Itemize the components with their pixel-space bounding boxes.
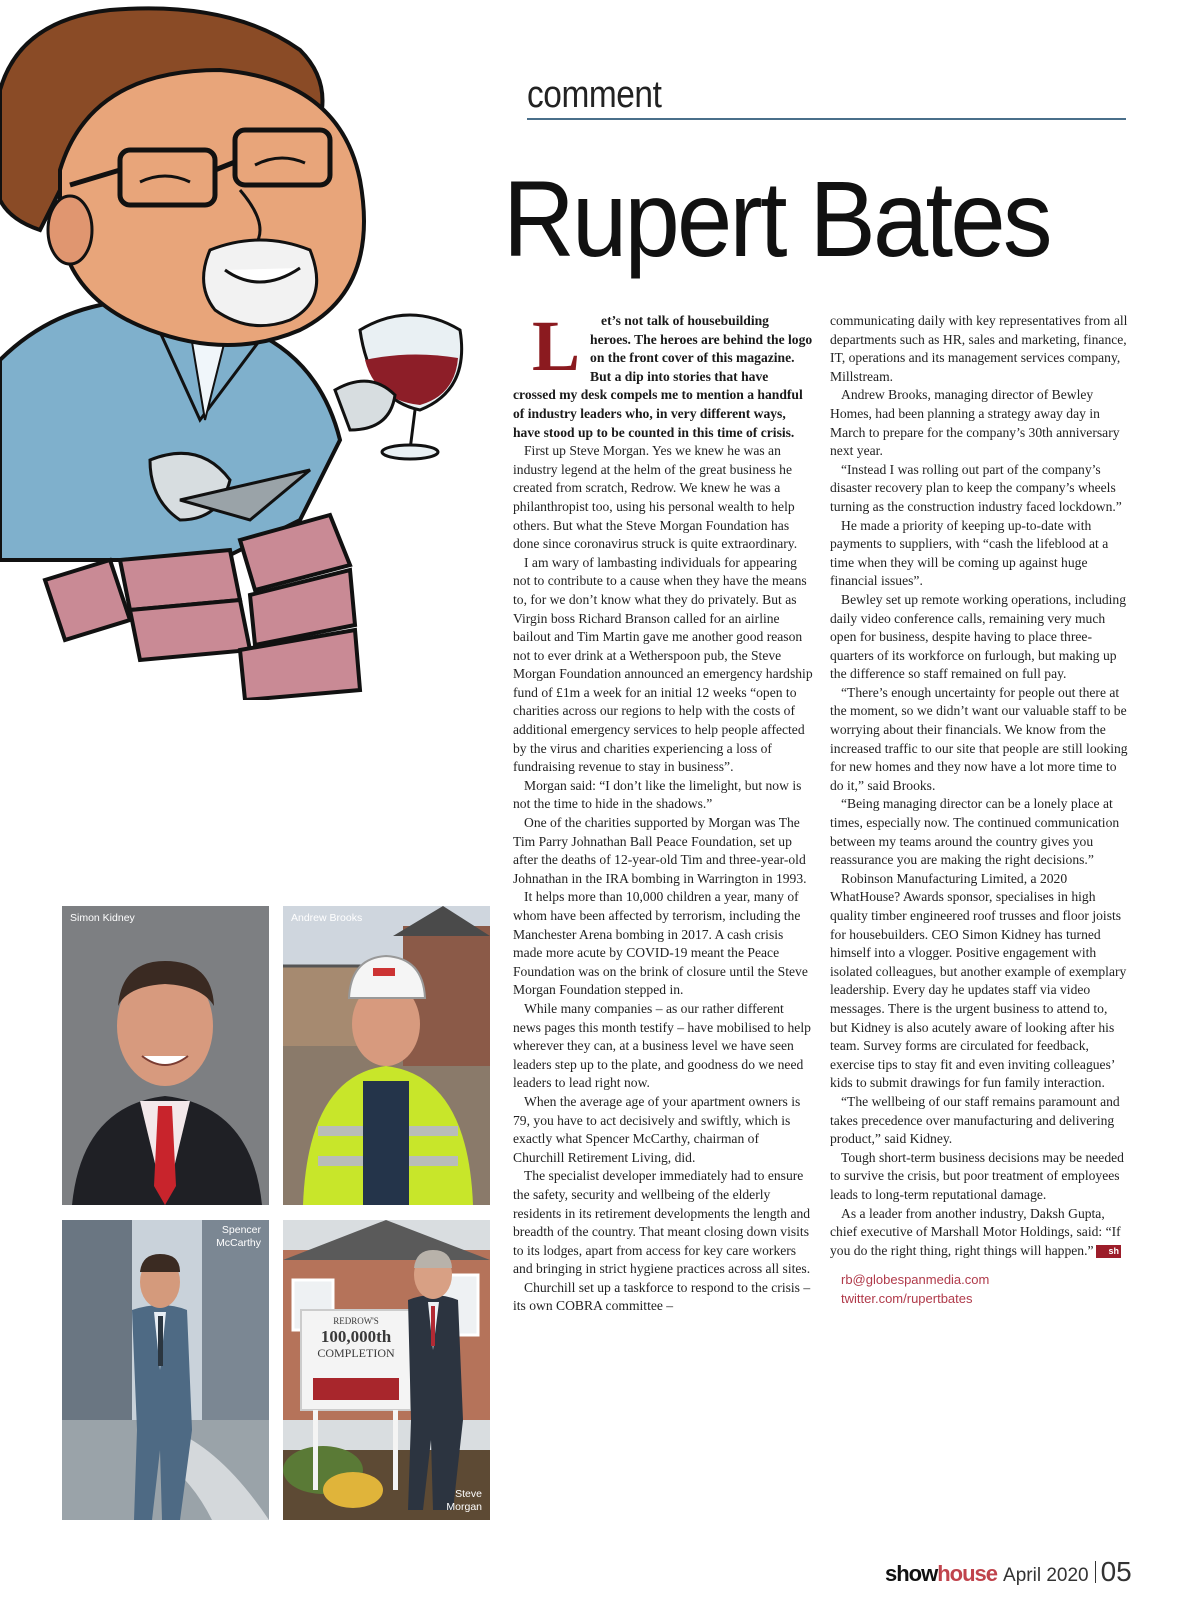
brand-house: house (937, 1561, 998, 1586)
photo-caption: Simon Kidney (70, 912, 135, 924)
paragraph: I am wary of lambasting individuals for appearing not to contribute to a cause when they have the means to, for we don’t know what they do privately. But as Virgin boss Richard Branson called for an airline bailout and Tim Martin gave me another good reason not to ever drink at a Wetherspoon pub, the Steve Morgan Foundation announced an emergency hardship fund of £1m a week for an initial 12 weeks “open to charities across our regions to help with the costs of additional emergency services to help people affected by the virus and charities experiencing a loss of fundraising revenue to stay in business”. (513, 554, 813, 775)
photo-andrew-brooks (283, 906, 490, 1205)
paragraph: “There’s enough uncertainty for people out there at the moment, so we didn’t want our valuable staff to be worrying about their financials. We know from the increased traffic to our site that people are still looking for new homes and they now have a lot more time to do it,” said Brooks. (830, 684, 1128, 793)
photo-simon-kidney (62, 906, 269, 1205)
photo-caption: Spencer McCarthy (216, 1224, 261, 1249)
paragraph: Tough short-term business decisions may be needed to survive the crisis, but poor treatment of employees leads to long-term reputational damage. (830, 1149, 1124, 1202)
paragraph: “The wellbeing of our staff remains paramount and takes precedence over manufacturing and delivering product,” said Kidney. (830, 1093, 1120, 1147)
photo-spencer-mccarthy (62, 1220, 269, 1520)
page-separator (1095, 1561, 1096, 1583)
paragraph: Robinson Manufacturing Limited, a 2020 WhatHouse? Awards sponsor, specialises in high quality timber engineered roof trusses and floor joists for housebuilders. CEO Simon Kidney has turned himself into a vlogger. Positive engagement with isolated colleagues, but another example of exemplary leadership. Every day he updates staff via video messages. There is the urgent business to attend to, but Kidney is also acutely aware of looking after his team. Survey forms are circulated for feedback, exercise tips to stay fit and even inviting colleagues’ kids to submit drawings for fun family interaction. (830, 870, 1127, 1091)
redrow-sign: REDROW'S 100,000th COMPLETION (317, 1316, 395, 1360)
article-column-2 (830, 312, 1128, 1308)
brand-show: show (885, 1561, 938, 1586)
page-number: 05 (1100, 1556, 1132, 1587)
photo-steve-morgan (283, 1220, 490, 1520)
section-label: comment (527, 74, 662, 116)
photo-caption: Steve Morgan (446, 1488, 482, 1513)
paragraph: Morgan said: “I don’t like the limelight, but now is not the time to hide in the shadows.” (513, 777, 802, 812)
author-contacts (830, 1270, 1128, 1308)
paragraph: Andrew Brooks, managing director of Bewley Homes, had been planning a strategy away day in March to prepare for the company’s 30th anniversary next year. (830, 387, 1120, 459)
paragraph: Churchill set up a taskforce to respond to the crisis – its own COBRA committee – (513, 1279, 811, 1314)
article-column-1 (513, 306, 813, 1316)
page-footer (885, 1556, 1132, 1588)
author-email-link[interactable]: rb@globespanmedia.com (841, 1272, 990, 1288)
cartoon-shirt (0, 300, 340, 560)
article-intro (513, 306, 813, 442)
paragraph: It helps more than 10,000 children a year, many of whom have been affected by terrorism, including the Manchester Arena bombing in 2017. A cash crisis made more acute by COVID-19 meant the Peace Foundation was on the brink of closure until the Steve Morgan Foundation stepped in. (513, 889, 808, 998)
paragraph: One of the charities supported by Morgan was The Tim Parry Johnathan Ball Peace Foundation, set up after the deaths of 12-year-old Tim and three-year-old Johnathan in the IRA bombing in Warrington in 1993. (513, 815, 807, 886)
photo-caption: Andrew Brooks (291, 912, 363, 924)
paragraph: “Instead I was rolling out part of the company’s disaster recovery plan to keep the company’s wheels turning as the construction industry faced lockdown.” (830, 461, 1122, 514)
closing-paragraph: As a leader from another industry, Daksh Gupta, chief executive of Marshall Motor Holdings, said: “If you do the right thing, right things will happen.” sh (830, 1205, 1121, 1258)
paragraph: The specialist developer immediately had to ensure the safety, security and wellbeing of the elderly residents in its retirement developments the length and breadth of the country. That meant closing down visits to its lodges, apart from access for key care workers and bringing in strict hygiene practices across all sites. (513, 1168, 811, 1277)
author-twitter-link[interactable]: twitter.com/rupertbates (841, 1291, 973, 1307)
end-mark: sh (1096, 1245, 1122, 1258)
cartoon-illustration (0, 0, 500, 700)
paragraph: While many companies – as our rather different news pages this month testify – have mobilised to help wherever they can, at a business level we have seen leaders step up to the plate, and goodness do we need leaders to lead right now. (513, 1000, 811, 1091)
paragraph: communicating daily with key representatives from all departments such as HR, sales and marketing, finance, IT, operations and its management services company, Millstream. (830, 313, 1128, 384)
paragraph: “Being managing director can be a lonely place at times, especially now. The continued communication between my teams around the country gives you reassurance you are making the right decisions.” (830, 796, 1120, 868)
paragraph: He made a priority of keeping up-to-date with payments to suppliers, with “cash the lifeblood at a time when they will be coming up against huge financial issues”. (830, 517, 1109, 589)
issue-date: April 2020 (1003, 1565, 1089, 1586)
paragraph: First up Steve Morgan. Yes we knew he was an industry legend at the helm of the great business he created from scratch, Redrow. We knew he was a philanthropist too, using his personal wealth to help others. But what the Steve Morgan Foundation has done since coronavirus struck is quite extraordinary. (513, 443, 798, 552)
headline: Rupert Bates (503, 158, 1050, 279)
section-rule (527, 118, 1126, 120)
paragraph: Bewley set up remote working operations, including daily video conference calls, remaining very much open for business, despite having to place three-quarters of its workforce on furlough, but making up the difference so staff remained on full pay. (830, 591, 1127, 682)
intro-text: et’s not talk of housebuilding heroes. The heroes are behind the logo on the front cover of this magazine. But a dip into stories that have crossed my desk compels me to mention a handful of industry leaders who, in very different ways, have stood up to be counted in this time of crisis. (513, 313, 813, 440)
dropcap: L (532, 306, 581, 386)
paragraph: When the average age of your apartment owners is 79, you have to act decisively and swiftly, which is exactly what Spencer McCarthy, chairman of Churchill Retirement Living, did. (513, 1093, 801, 1165)
